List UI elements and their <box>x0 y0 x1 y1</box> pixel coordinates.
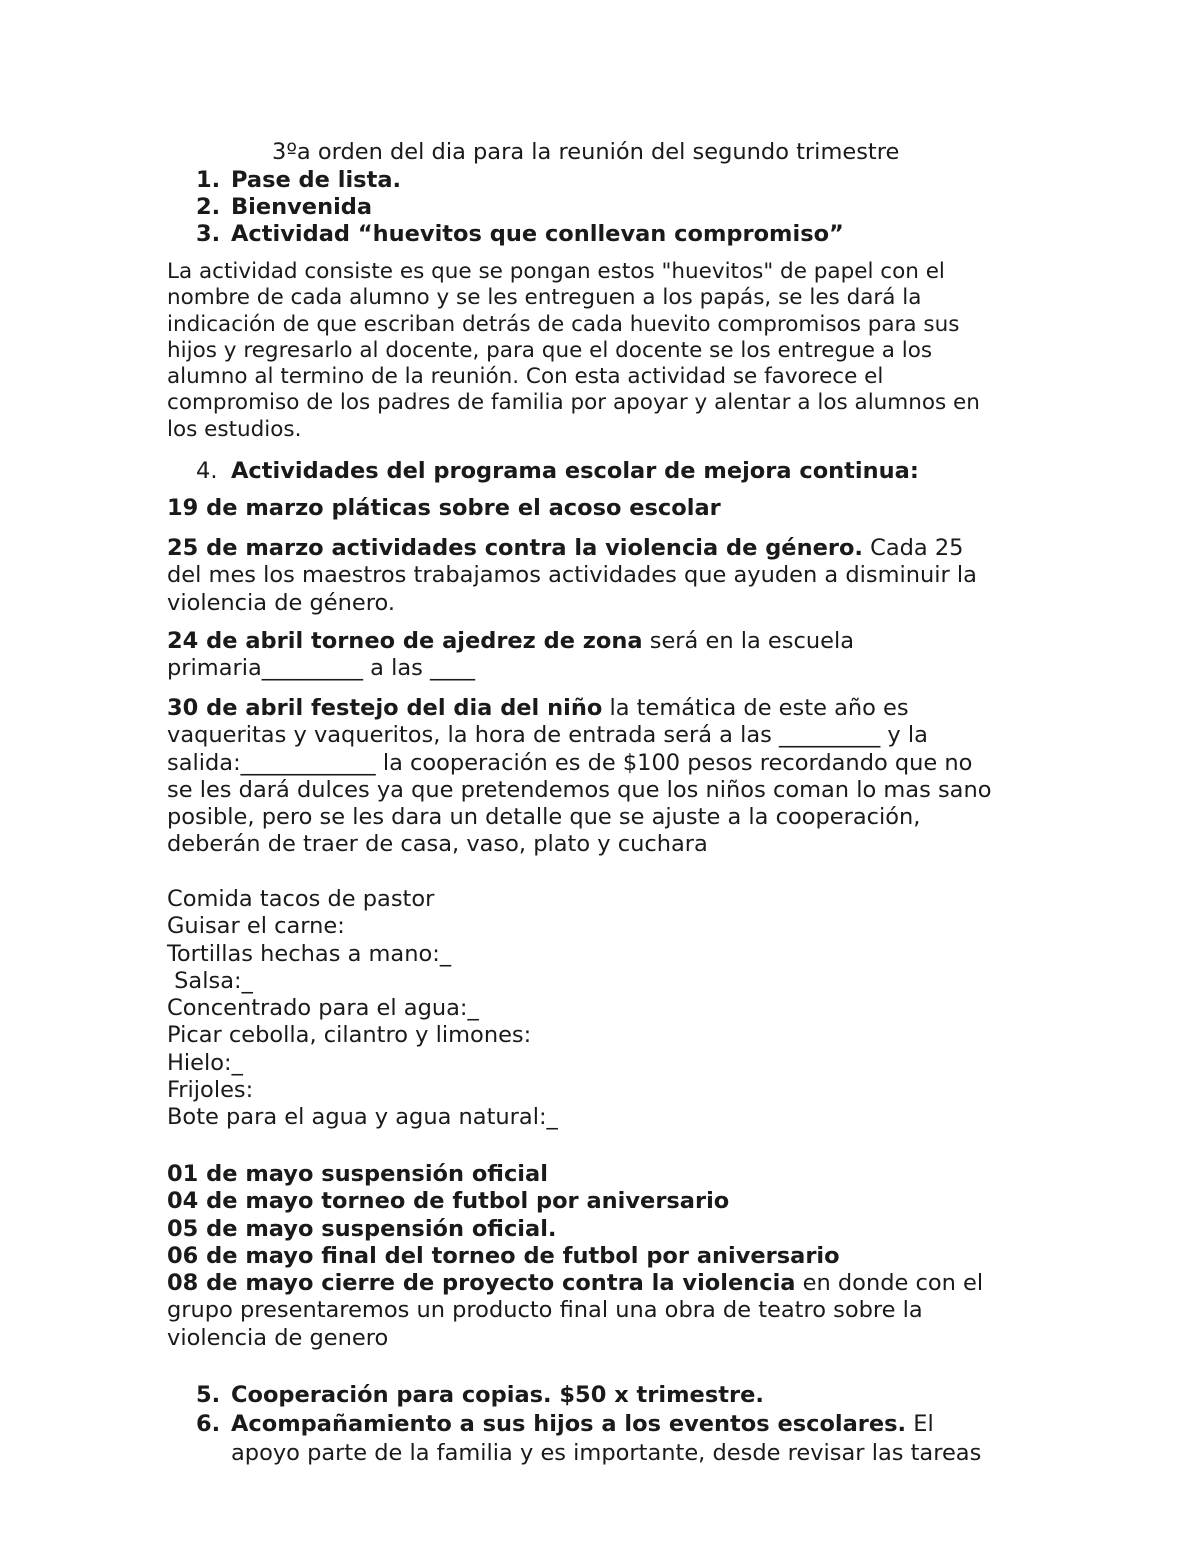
food-item: Picar cebolla, cilantro y limones: <box>167 1022 532 1049</box>
event-title: 05 de mayo suspensión oficial. <box>167 1215 557 1242</box>
activity-description <box>167 259 1047 443</box>
event-text: la temática de este año es <box>602 695 909 721</box>
event-text: violencia de genero <box>167 1324 389 1351</box>
food-item: Salsa:_ <box>167 967 253 994</box>
list-item-continuation: apoyo parte de la familia y es importante, desde revisar las tareas <box>231 1440 982 1466</box>
event-mar19 <box>167 495 1047 522</box>
event-text: se les dará dulces ya que pretendemos que los niños coman lo mas sano <box>167 776 992 803</box>
paragraph-line: hijos y regresarlo al docente, para que el docente se los entregue a los <box>167 337 933 363</box>
list-number: 1. <box>196 167 221 193</box>
food-item: Guisar el carne: <box>167 913 345 940</box>
list-item-text: Actividad “huevitos que conllevan compromiso” <box>231 221 844 247</box>
event-title: 08 de mayo cierre de proyecto contra la violencia <box>167 1270 796 1297</box>
list-item-rest: El <box>906 1411 934 1437</box>
event-title: 04 de mayo torneo de futbol por aniversario <box>167 1188 730 1215</box>
event-apr30 <box>167 695 1047 859</box>
list-item <box>196 194 372 221</box>
list-item-text: Bienvenida <box>231 194 373 220</box>
event-apr24 <box>167 628 1047 683</box>
paragraph-line: indicación de que escriban detrás de cada huevito compromisos para sus <box>167 311 960 337</box>
event-text: posible, pero se les dara un detalle que se ajuste a la cooperación, <box>167 804 921 831</box>
event-title: 01 de mayo suspensión oficial <box>167 1161 548 1187</box>
list-item <box>196 1381 764 1409</box>
list-item <box>196 457 919 485</box>
event-title: 19 de marzo pláticas sobre el acoso escolar <box>167 495 721 521</box>
food-item: Hielo:_ <box>167 1049 243 1076</box>
list-number: 2. <box>196 194 221 220</box>
event-title: 30 de abril festejo del dia del niño <box>167 695 603 721</box>
event-title: 25 de marzo actividades contra la violencia de género. <box>167 535 863 561</box>
event-text: deberán de traer de casa, vaso, plato y cuchara <box>167 831 708 858</box>
list-item-text: Acompañamiento a sus hijos a los eventos escolares. <box>231 1411 907 1437</box>
may-events <box>167 1161 1047 1352</box>
event-text: violencia de género. <box>167 589 396 616</box>
food-item: Concentrado para el agua:_ <box>167 995 479 1022</box>
list-number: 6. <box>196 1411 221 1437</box>
event-text: grupo presentaremos un producto final una obra de teatro sobre la <box>167 1297 923 1324</box>
paragraph-line: alumno al termino de la reunión. Con esta actividad se favorece el <box>167 364 884 390</box>
list-item-text: Pase de lista. <box>231 167 402 193</box>
event-text: primaria_________ a las ____ <box>167 655 476 682</box>
list-item <box>196 221 844 248</box>
paragraph-line: compromiso de los padres de familia por apoyar y alentar a los alumnos en <box>167 390 980 416</box>
event-title: 24 de abril torneo de ajedrez de zona <box>167 628 643 654</box>
event-title: 06 de mayo final del torneo de futbol por aniversario <box>167 1242 840 1269</box>
event-text: vaqueritas y vaqueritos, la hora de entrada será a las _________ y la <box>167 722 928 749</box>
list-item <box>196 1410 934 1438</box>
list-item-text: Actividades del programa escolar de mejora continua: <box>231 458 919 484</box>
food-item: Bote para el agua y agua natural:_ <box>167 1104 558 1131</box>
event-text: en donde con el <box>795 1270 984 1297</box>
list-number: 4. <box>196 458 218 484</box>
food-item: Comida tacos de pastor <box>167 886 435 912</box>
paragraph-line: nombre de cada alumno y se les entreguen a los papás, se les dará la <box>167 285 922 311</box>
food-item: Frijoles: <box>167 1077 254 1104</box>
food-item: Tortillas hechas a mano:_ <box>167 940 452 967</box>
list-number: 5. <box>196 1382 221 1408</box>
event-text: será en la escuela <box>642 628 855 654</box>
paragraph-line: La actividad consiste es que se pongan estos "huevitos" de papel con el <box>167 259 945 284</box>
event-text: del mes los maestros trabajamos actividades que ayuden a disminuir la <box>167 562 977 589</box>
list-number: 3. <box>196 221 221 247</box>
list-item-text: Cooperación para copias. $50 x trimestre. <box>231 1382 764 1408</box>
paragraph-line: los estudios. <box>167 416 302 442</box>
page-title: 3ºa orden del dia para la reunión del segundo trimestre <box>272 139 900 165</box>
event-text: salida:____________ la cooperación es de $100 pesos recordando que no <box>167 749 973 776</box>
food-list <box>167 886 1047 1132</box>
list-item <box>196 167 401 194</box>
event-text: Cada 25 <box>862 535 964 561</box>
event-mar25 <box>167 535 1047 617</box>
